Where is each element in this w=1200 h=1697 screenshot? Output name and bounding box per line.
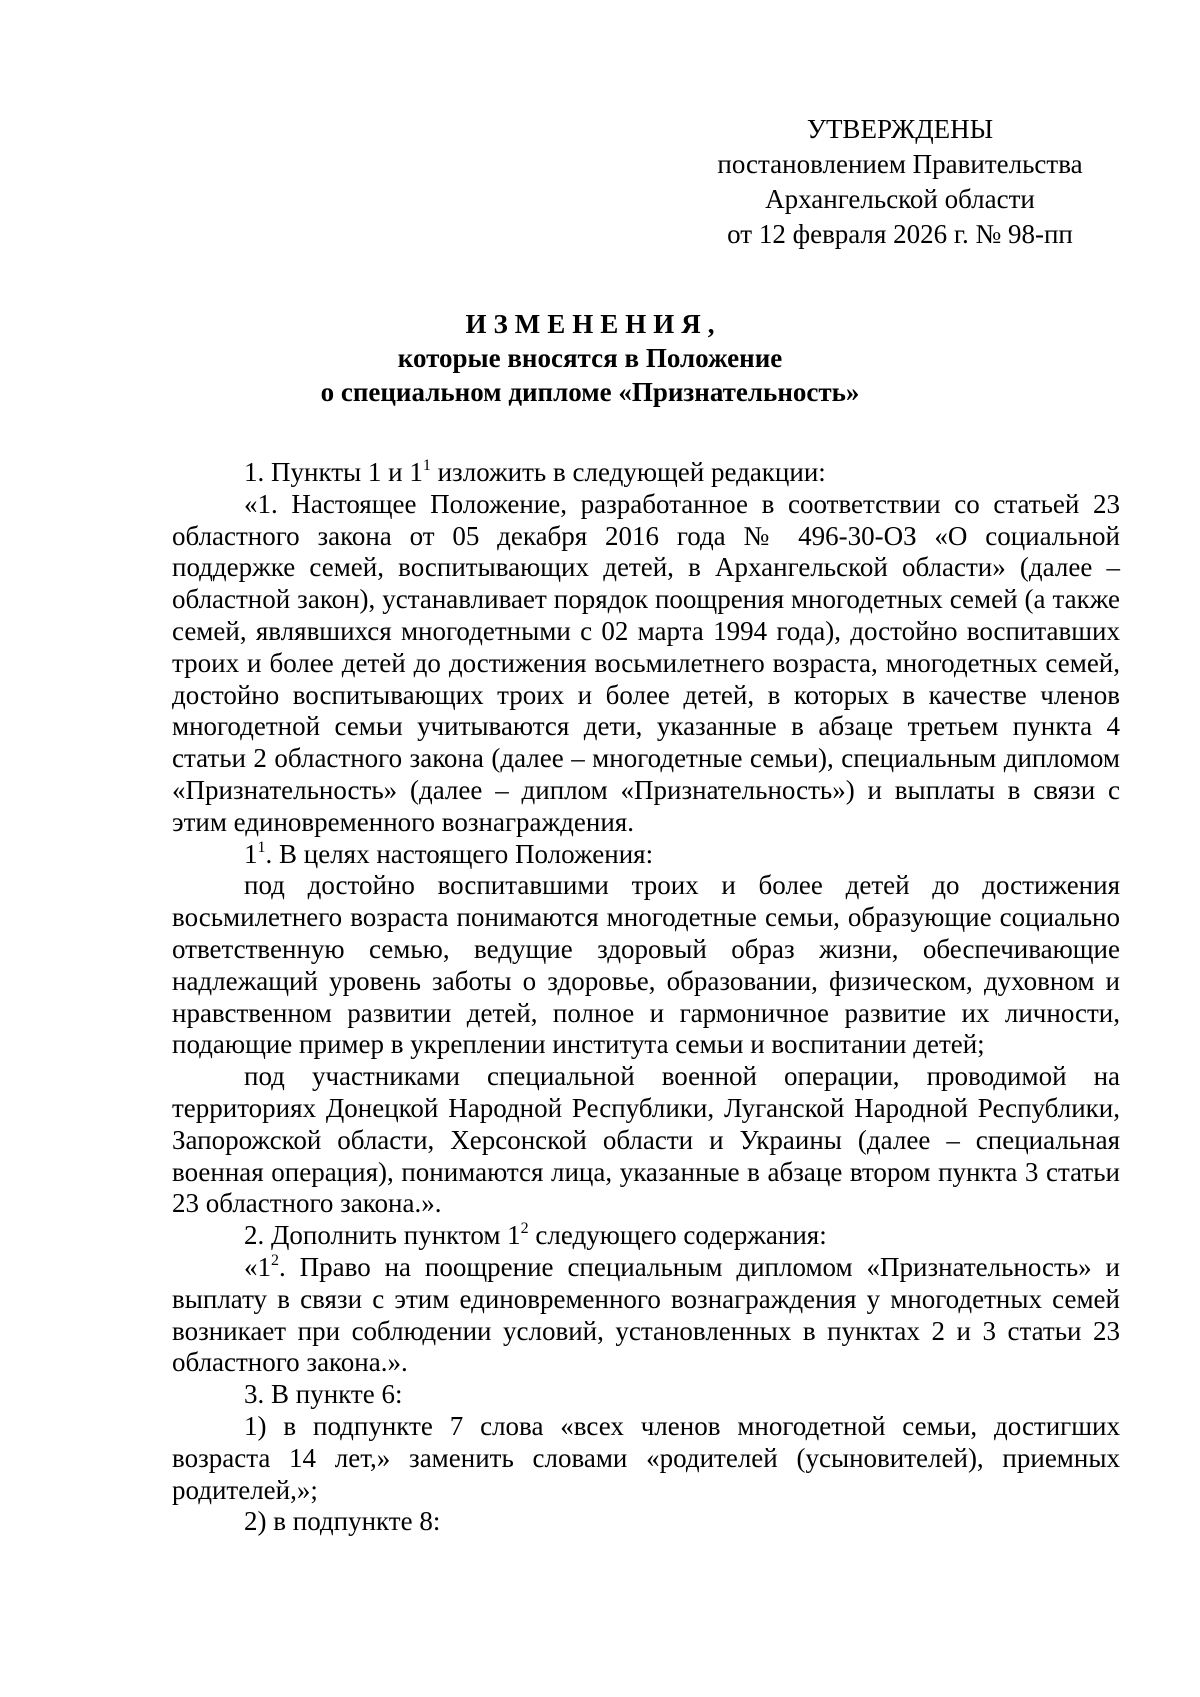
title-main: ИЗМЕНЕНИЯ, <box>465 309 722 339</box>
paragraph-point-1-1: $1^1$. В целях настоящего Положения: <box>244 838 654 869</box>
approval-region: Архангельской области <box>765 184 1035 214</box>
paragraph-definition-2: под участниками специальной военной операции, проводимой на территориях Донецкой Народной Республики, Луганской Народной Республики, Запорожской области, Херсонской области и Украины (далее – специальная военная операция), понимаются лица, указанные в абзаце втором пункта 3 статьи 23 областного закона.». <box>172 1061 1120 1219</box>
paragraph-subitem-2: 2) в подпункте 8: <box>244 1506 441 1537</box>
paragraph-point-1: «1. Настоящее Положение, разработанное в соответствии со статьей 23 областного закона от 05 декабря 2016 года № 496-30-ОЗ «О социальной поддержке семей, воспитывающих детей, в Архангельской области» (далее – областной закон), устанавливает порядок поощрения многодетных семей (а также семей, являвшихся многодетными с 02 марта 1994 года), достойно воспитавших троих и более детей до достижения восьмилетнего возраста, многодетных семей, достойно воспитывающих троих и более детей, в которых в качестве членов многодетной семьи учитываются дети, указанные в абзаце третьем пункта 4 статьи 2 областного закона (далее – многодетные семьи), специальным дипломом «Признательность» (далее – диплом «Признательность») и выплаты в связи с этим единовременного вознаграждения. <box>172 488 1120 837</box>
document-body <box>172 457 1120 1538</box>
paragraph-subitem-1: 1) в подпункте 7 слова «всех членов многодетной семьи, достигших возраста 14 лет,» заменить словами «родителей (усыновителей), приемных родителей,»; <box>172 1410 1120 1505</box>
paragraph-definition-1: под достойно воспитавшими троих и более детей до достижения восьмилетнего возраста понимаются многодетные семьи, образующие социально ответственную семью, ведущие здоровый образ жизни, обеспечивающие надлежащий уровень заботы о здоровье, образовании, физическом, духовном и нравственном развитии детей, полное и гармоничное развитие их личности, подающие пример в укреплении института семьи и воспитании детей; <box>172 870 1120 1060</box>
title-subtitle: которые вносятся в Положение <box>397 343 783 373</box>
paragraph-item-2: 2. Дополнить пунктом $1^2$ следующего содержания: <box>244 1220 827 1251</box>
paragraph-item-1: 1. Пункты 1 и $1^1$ изложить в следующей редакции: <box>244 457 826 487</box>
paragraph-point-1-2: «$1^2$. Право на поощрение специальным дипломом «Признательность» и выплату в связи с этим единовременного вознаграждения у многодетных семей возникает при соблюдении условий, установленных в пунктах 2 и 3 статьи 23 областного закона.». <box>172 1251 1120 1378</box>
approval-heading: УТВЕРЖДЕНЫ <box>806 114 994 144</box>
approval-stamp <box>680 112 1120 252</box>
paragraph-item-3: 3. В пункте 6: <box>244 1379 403 1410</box>
approval-issuer: постановлением Правительства <box>717 149 1083 179</box>
title-subject: о специальном дипломе «Признательность» <box>320 377 860 407</box>
approval-date-number: от 12 февраля 2026 г. № 98-пп <box>727 219 1073 249</box>
document-title <box>150 307 1030 409</box>
